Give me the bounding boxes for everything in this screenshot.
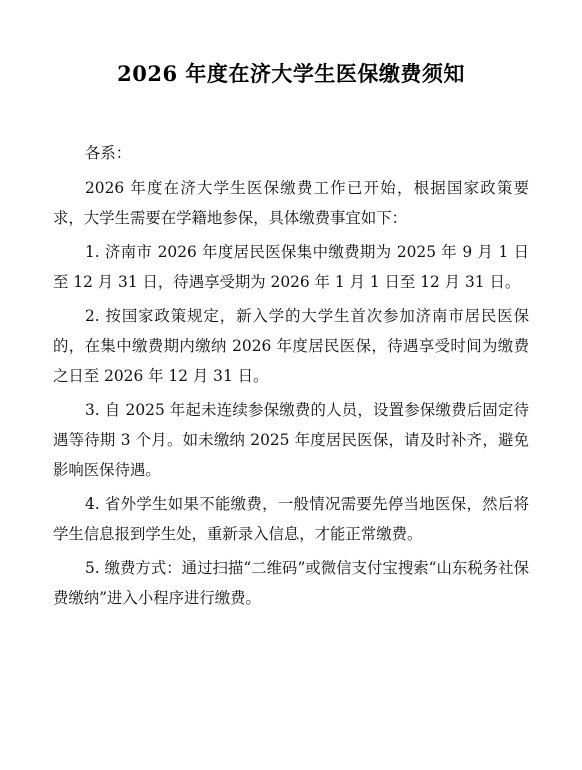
document-body [53,138,529,617]
list-item: 2. 按国家政策规定，新入学的大学生首次参加济南市居民医保的，在集中缴费期内缴纳 2026 年度居民医保，待遇享受时间为缴费之日至 2026 年 12 月 31 日。 [53,307,529,385]
document-title: 2026 年度在济大学生医保缴费须知 [117,61,465,86]
list-item: 4. 省外学生如果不能缴费，一般情况需要先停当地医保，然后将学生信息报到学生处，重新录入信息，才能正常缴费。 [53,495,529,543]
list-item: 1. 济南市 2026 年度居民医保集中缴费期为 2025 年 9 月 1 日至 12 月 31 日，待遇享受期为 2026 年 1 月 1 日至 12 月 31 日。 [53,243,529,291]
list-item: 3. 自 2025 年起未连续参保缴费的人员，设置参保缴费后固定待遇等待期 3 个月。如未缴纳 2025 年度居民医保，请及时补齐，避免影响医保待遇。 [53,401,529,479]
intro-paragraph: 2026 年度在济大学生医保缴费工作已开始，根据国家政策要求，大学生需要在学籍地参保，具体缴费事宜如下： [53,179,529,227]
list-item: 5. 缴费方式：通过扫描“二维码”或微信支付宝搜索“山东税务社保费缴纳”进入小程序进行缴费。 [53,559,529,607]
salutation: 各系： [85,144,132,162]
